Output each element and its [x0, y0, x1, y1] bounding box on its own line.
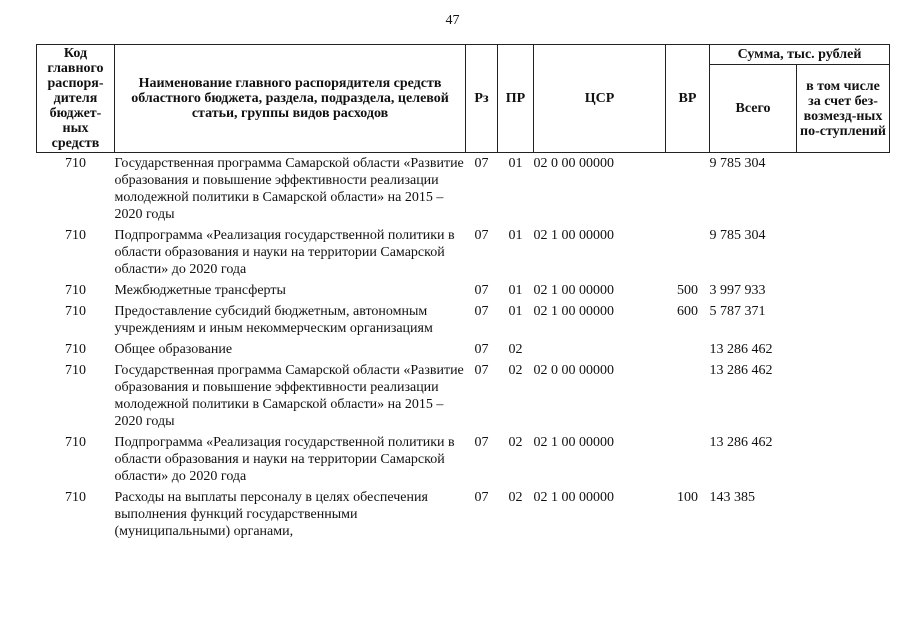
- cell-code: 710: [65, 228, 86, 243]
- cell-name: Подпрограмма «Реализация государственной политики в области образования и науки на территории Самарской области» до 2020 года: [114, 228, 455, 277]
- cell-name: Государственная программа Самарской области «Развитие образования и повышение эффективности реализации молодежной политики в Самарской области» на 2015 – 2020 годы: [114, 363, 464, 429]
- cell-rz: 07: [474, 363, 489, 378]
- cell-vr: 500: [677, 283, 698, 298]
- cell-total: 3 997 933: [709, 283, 766, 298]
- cell-total: 13 286 462: [709, 342, 773, 357]
- cell-total: 9 785 304: [709, 228, 766, 243]
- cell-total: 13 286 462: [709, 363, 773, 378]
- cell-csr: 02 1 00 00000: [533, 228, 614, 243]
- table-row: [37, 153, 890, 227]
- cell-name: Подпрограмма «Реализация государственной политики в области образования и науки на территории Самарской области» до 2020 года: [114, 435, 455, 484]
- cell-extra: [797, 361, 890, 433]
- cell-vr: [666, 340, 710, 361]
- cell-extra: [797, 153, 890, 227]
- cell-csr: 02 0 00 00000: [533, 363, 614, 378]
- cell-pr: 01: [508, 304, 523, 319]
- cell-total: 5 787 371: [709, 304, 766, 319]
- cell-pr: 02: [508, 363, 523, 378]
- cell-name: Межбюджетные трансферты: [114, 283, 286, 298]
- cell-code: 710: [65, 490, 86, 505]
- header-code: Код главного распоря-дителя бюджет-ных средств: [37, 45, 115, 153]
- cell-vr: 600: [677, 304, 698, 319]
- cell-extra: [797, 340, 890, 361]
- cell-csr: [534, 340, 666, 361]
- page-number: 47: [445, 13, 460, 28]
- cell-code: 710: [65, 363, 86, 378]
- cell-total: 9 785 304: [709, 156, 766, 171]
- header-vr: ВР: [666, 45, 710, 153]
- header-extra: в том числе за счет без-возмезд-ных по-ступлений: [797, 65, 890, 153]
- cell-rz: 07: [474, 228, 489, 243]
- table-row: [37, 281, 890, 302]
- cell-total: 143 385: [709, 490, 755, 505]
- cell-vr: [666, 153, 710, 227]
- table-row: [37, 226, 890, 281]
- cell-rz: 07: [474, 435, 489, 450]
- cell-vr: 100: [677, 490, 698, 505]
- cell-vr: [666, 226, 710, 281]
- table-header: [37, 45, 890, 153]
- header-name: Наименование главного распорядителя средств областного бюджета, раздела, подраздела, целевой статьи, группы видов расходов: [115, 45, 466, 153]
- table-row: [37, 302, 890, 340]
- cell-name: Государственная программа Самарской области «Развитие образования и повышение эффективности реализации молодежной политики в Самарской области» на 2015 – 2020 годы: [114, 156, 464, 222]
- budget-table: [36, 44, 890, 543]
- cell-pr: 02: [508, 490, 523, 505]
- header-total: Всего: [710, 65, 797, 153]
- cell-vr: [666, 433, 710, 488]
- cell-code: 710: [65, 304, 86, 319]
- header-sum: Сумма, тыс. рублей: [710, 45, 890, 65]
- cell-code: 710: [65, 156, 86, 171]
- cell-total: 13 286 462: [709, 435, 773, 450]
- cell-csr: 02 0 00 00000: [533, 156, 614, 171]
- cell-rz: 07: [474, 156, 489, 171]
- cell-rz: 07: [474, 304, 489, 319]
- cell-code: 710: [65, 283, 86, 298]
- cell-extra: [797, 226, 890, 281]
- cell-extra: [797, 302, 890, 340]
- cell-pr: 02: [508, 342, 523, 357]
- cell-csr: 02 1 00 00000: [533, 304, 614, 319]
- table-row: [37, 340, 890, 361]
- cell-name: Расходы на выплаты персоналу в целях обеспечения выполнения функций государственными (муниципальными) органами,: [114, 490, 428, 539]
- table-row: [37, 488, 890, 543]
- cell-csr: 02 1 00 00000: [533, 283, 614, 298]
- cell-pr: 01: [508, 283, 523, 298]
- cell-pr: 01: [508, 228, 523, 243]
- cell-csr: 02 1 00 00000: [533, 490, 614, 505]
- cell-rz: 07: [474, 342, 489, 357]
- cell-name: Общее образование: [114, 342, 233, 357]
- header-rz: Рз: [466, 45, 498, 153]
- cell-rz: 07: [474, 283, 489, 298]
- cell-extra: [797, 488, 890, 543]
- cell-extra: [797, 281, 890, 302]
- header-pr: ПР: [498, 45, 534, 153]
- cell-rz: 07: [474, 490, 489, 505]
- cell-csr: 02 1 00 00000: [533, 435, 614, 450]
- cell-code: 710: [65, 342, 86, 357]
- cell-extra: [797, 433, 890, 488]
- cell-vr: [666, 361, 710, 433]
- table-row: [37, 361, 890, 433]
- cell-pr: 02: [508, 435, 523, 450]
- cell-code: 710: [65, 435, 86, 450]
- cell-pr: 01: [508, 156, 523, 171]
- header-csr: ЦСР: [534, 45, 666, 153]
- cell-name: Предоставление субсидий бюджетным, автономным учреждениям и иным некоммерческим организациям: [114, 304, 433, 336]
- table-row: [37, 433, 890, 488]
